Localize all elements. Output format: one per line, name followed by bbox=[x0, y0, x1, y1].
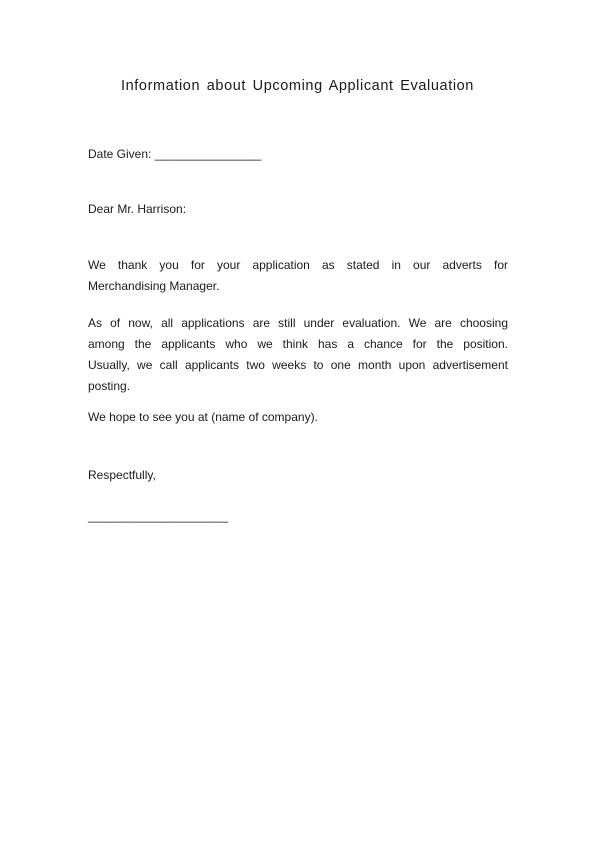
paragraph-line: Merchandising Manager. bbox=[88, 279, 220, 293]
paragraph-evaluation bbox=[88, 313, 508, 397]
signature-line: _____________________ bbox=[88, 509, 229, 523]
paragraph-line: posting. bbox=[88, 379, 131, 393]
paragraph-line: Usually, we call applicants two weeks to one month upon advertisement bbox=[88, 358, 508, 372]
salutation: Dear Mr. Harrison: bbox=[88, 202, 187, 216]
paragraph-line: As of now, all applications are still under evaluation. We are choosing bbox=[88, 316, 508, 330]
paragraph-thank-you bbox=[88, 255, 508, 297]
paragraph-line: among the applicants who we think has a chance for the position. bbox=[88, 337, 508, 351]
closing-phrase: Respectfully, bbox=[88, 468, 156, 482]
paragraph-line: We thank you for your application as stated in our adverts for bbox=[88, 258, 508, 272]
document-title: Information about Upcoming Applicant Evaluation bbox=[121, 78, 474, 94]
paragraph-closing-hope: We hope to see you at (name of company). bbox=[88, 410, 318, 424]
date-given-field: Date Given: ________________ bbox=[88, 147, 262, 161]
